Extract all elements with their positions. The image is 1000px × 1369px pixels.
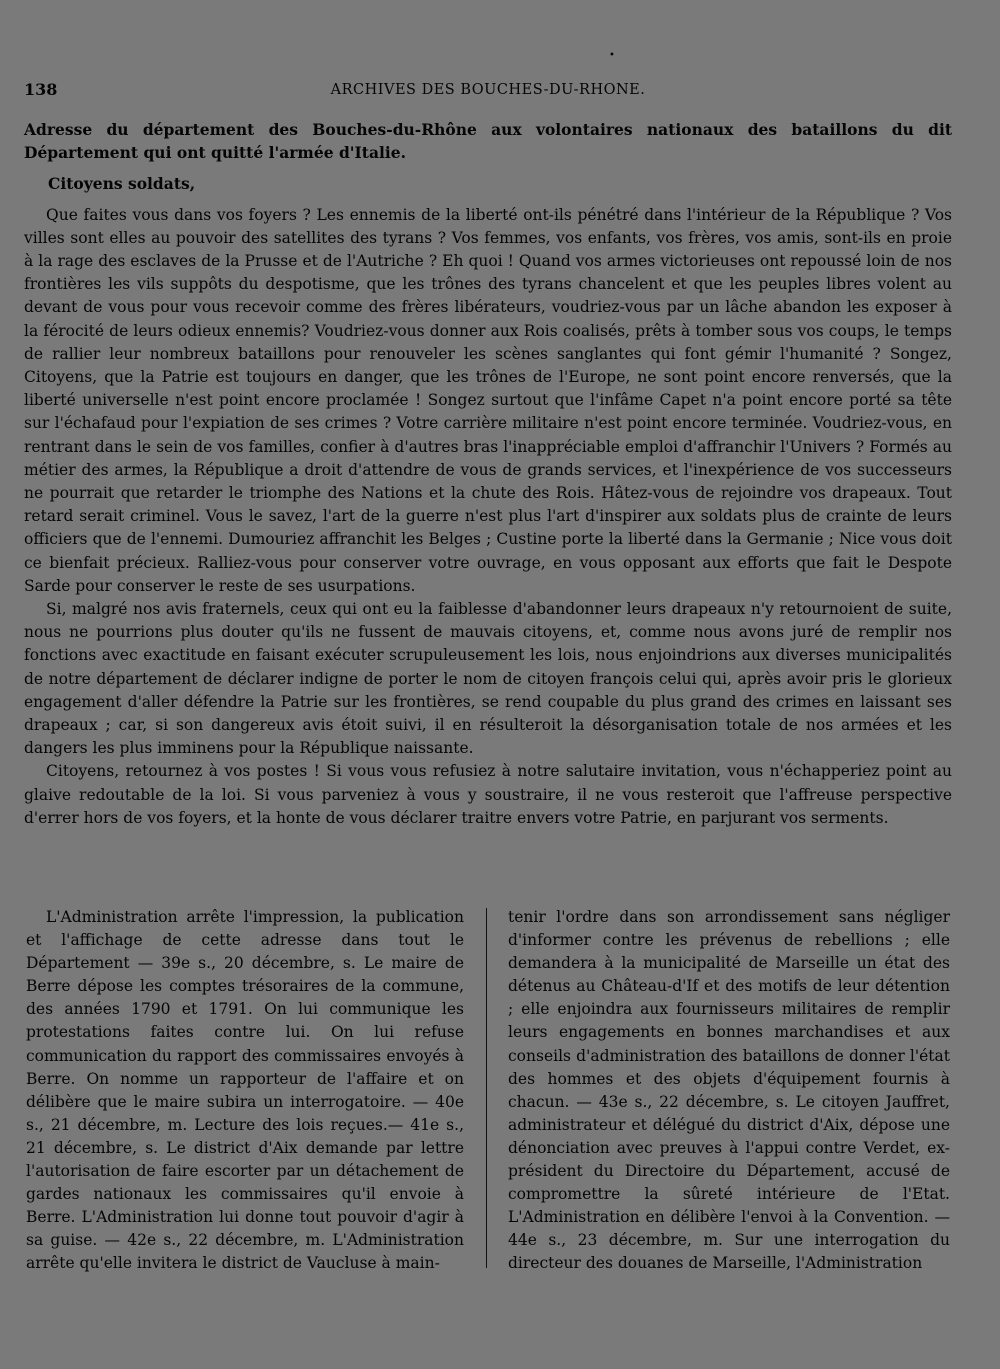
address-paragraph: Que faites vous dans vos foyers ? Les ennemis de la liberté ont-ils pénétré dans l'intérieur de la République ? Vos villes sont elles au pouvoir des satellites des tyrans ? Vos femmes, vos enfants, vos frères, vos amis, sont-ils en proie à la rage des esclaves de la Prusse et de l'Autriche ? Eh quoi ! Quand vos armes victorieuses ont repoussé loin de nos frontières les vils suppôts du despotisme, que les trônes des tyrans chancelent et que les peuples libres volent au devant de vous pour vous recevoir comme des frères libérateurs, voudriez-vous par un lâche abandon les exposer à la férocité de leurs odieux ennemis? Voudriez-vous donner aux Rois coalisés, prêts à tomber sous vos coups, le temps de rallier leur nombreux bataillons pour renouveler les scènes sanglantes qui font gémir l'humanité ? Songez, Citoyens, que la Patrie est toujours en danger, que les trônes de l'Europe, ne sont point encore renversés, que la liberté universelle n'est point encore proclamée ! Songez surtout que l'infâme Capet n'a point encore porté sa tête sur l'échafaud pour l'expiation de ses crimes ? Votre carrière militaire n'est point encore terminée. Voudriez-vous, en rentrant dans le sein de vos familles, confier à d'autres bras l'inappréciable emploi d'affranchir l'Univers ? Formés au métier des armes, la République a droit d'attendre de vous de grands services, et l'inexpérience de vos successeurs ne pourrait que retarder le triomphe des Nations et la chute des Rois. Hâtez-vous de rejoindre vos drapeaux. Tout retard serait criminel. Vous le savez, l'art de la guerre n'est plus l'art d'inspirer aux soldats plus de crainte de leurs officiers que de l'ennemi. Dumouriez affranchit les Belges ; Custine porte la liberté dans la Germanie ; Nice vous doit ce bienfait précieux. Ralliez-vous pour conserver votre ouvrage, en vous opposant aux efforts que fait le Despote Sarde pour conserver le reste de ses usurpations. <box>24 205 952 595</box>
right-column <box>508 906 950 1276</box>
address-paragraph: Si, malgré nos avis fraternels, ceux qui ont eu la faiblesse d'abandonner leurs drapeaux n'y retournoient de suite, nous ne pourrions plus douter qu'ils ne fussent de mauvais citoyens, et, comme nous avons juré de remplir nos fonctions avec exactitude en faisant exécuter scrupuleusement les lois, nous enjoindrions aux diverses municipalités de notre département de déclarer indigne de porter le nom de citoyen françois celui qui, après avoir pris le glorieux engagement d'aller défendre la Patrie sur les frontières, se rend coupable du plus grand des crimes en laissant ses drapeaux ; car, si son dangereux avis étoit suivi, il en résulteroit la désorganisation totale de nos armées et les dangers les plus imminens pour la République naissante. <box>24 600 952 758</box>
running-head <box>24 80 952 102</box>
column-divider <box>486 908 487 1268</box>
address-heading: Adresse du département des Bouches-du-Rhône aux volontaires nationaux des bataillons du dit Département qui ont quitté l'armée d'Italie. <box>24 120 952 163</box>
ink-speck: • <box>609 50 615 61</box>
right-column-text: tenir l'ordre dans son arrondissement sans négliger d'informer contre les prévenus de rebellions ; elle demandera à la municipalité de Marseille un état des détenus au Château-d'If et des motifs de leur détention ; elle enjoindra aux fournisseurs militaires de remplir leurs engagements en bonnes marchandises et aux conseils d'administration des bataillons de donner l'état des hommes et des objets d'équipement fournis à chacun. — 43e s., 22 décembre, s. Le citoyen Jauffret, administrateur et délégué du district d'Aix, dépose une dénonciation avec preuves à l'appui contre Verdet, ex-président du Directoire du Département, accusé de compromettre la sûreté intérieure de l'Etat. L'Administration en délibère l'envoi à la Convention. — 44e s., 23 décembre, m. Sur une interrogation du directeur des douanes de Marseille, l'Administration <box>508 908 950 1273</box>
address-block <box>24 118 952 830</box>
left-column <box>26 906 464 1276</box>
running-title: ARCHIVES DES BOUCHES-DU-RHONE. <box>330 82 646 98</box>
left-column-text: L'Administration arrête l'impression, la publication et l'affichage de cette adresse dans tout le Département — 39e s., 20 décembre, s. Le maire de Berre dépose les comptes trésoraires de la commune, des années 1790 et 1791. On lui communique les protestations faites contre lui. On lui refuse communication du rapport des commissaires envoyés à Berre. On nomme un rapporteur de l'affaire et on délibère que le maire subira un interrogatoire. — 40e s., 21 décembre, m. Lecture des lois reçues.— 41e s., 21 décembre, s. Le district d'Aix demande par lettre l'autorisation de faire escorter par un détachement de gardes nationaux les commissaires qu'il envoie à Berre. L'Administration lui donne tout pouvoir d'agir à sa guise. — 42e s., 22 décembre, m. L'Administration arrête qu'elle invitera le district de Vaucluse à main- <box>26 908 464 1273</box>
page-number: 138 <box>24 80 58 99</box>
address-paragraph: Citoyens, retournez à vos postes ! Si vous vous refusiez à notre salutaire invitation, vous n'échapperiez point au glaive redoutable de la loi. Si vous parveniez à vous y soustraire, il ne vous resteroit que l'affreuse perspective d'errer hors de vos foyers, et la honte de vous déclarer traitre envers votre Patrie, en parjurant vos serments. <box>24 762 952 827</box>
address-salutation: Citoyens soldats, <box>48 174 196 194</box>
